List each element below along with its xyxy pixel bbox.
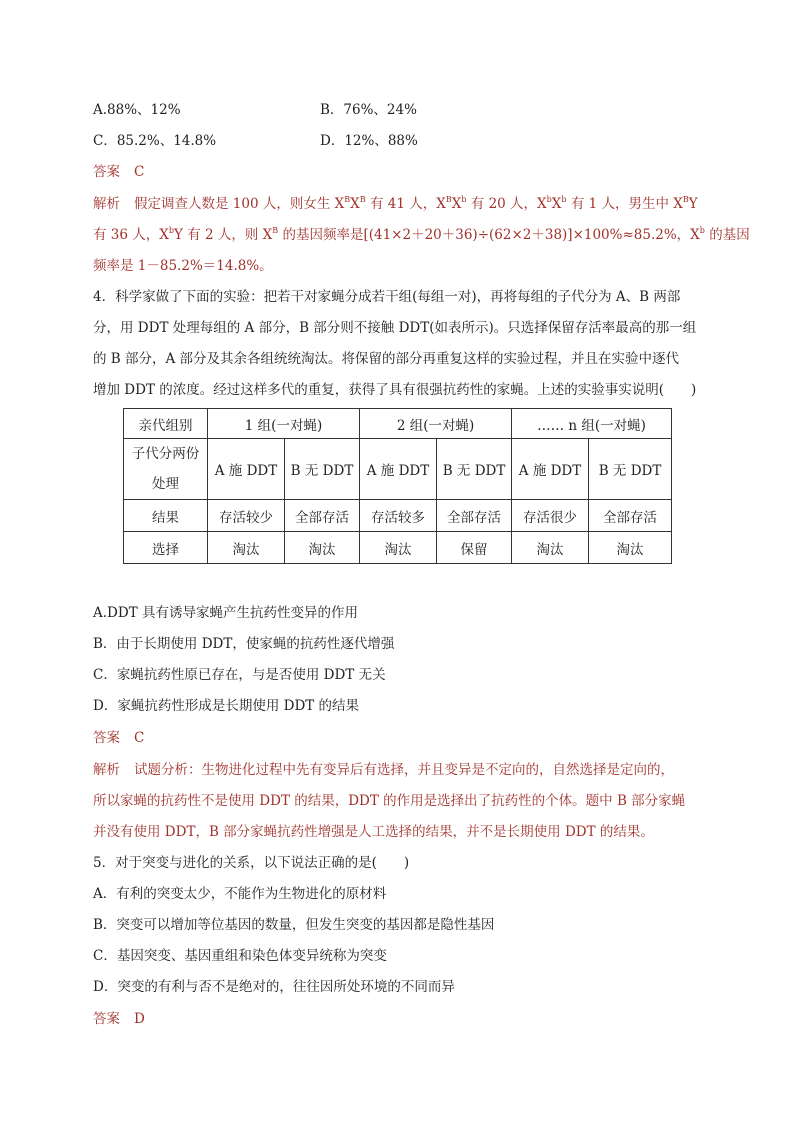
q3-option-c: C．85.2%、14.8%	[93, 133, 217, 149]
analysis-text: 试题分析：生物进化过程中先有变异后有选择，并且变异是不定向的，自然选择是定向的，	[134, 762, 674, 778]
analysis-text: Y	[688, 196, 698, 212]
q5-option-d: D．突变的有利与否不是绝对的，往往因所处环境的不同而异	[93, 979, 455, 995]
table-header-cell: 亲代组别	[124, 409, 208, 439]
table-cell: 淘汰	[589, 532, 672, 564]
q3-answer	[93, 162, 144, 182]
table-cell: B 无 DDT	[437, 439, 512, 500]
answer-label: 答案	[93, 1011, 120, 1027]
q3-options-row-2	[93, 131, 733, 151]
q4-analysis-line-1	[93, 760, 674, 780]
table-cell: A 施 DDT	[360, 439, 437, 500]
analysis-text: Y 有 2 人，则 X	[174, 227, 273, 243]
superscript: b	[461, 195, 467, 204]
q3-options-row-1	[93, 100, 733, 120]
q4-stem-line-2: 分，用 DDT 处理每组的 A 部分，B 部分则不接触 DDT(如表所示)。只选择保留存活率最高的那一组	[93, 320, 697, 336]
q4-stem-line-3: 的 B 部分，A 部分及其余各组统统淘汰。将保留的部分再重复这样的实验过程，并且在实验中逐代	[93, 351, 680, 367]
q4-option-d: D．家蝇抗药性形成是长期使用 DDT 的结果	[93, 698, 360, 714]
analysis-text: X	[451, 196, 462, 212]
analysis-text: 有 41 人，X	[365, 196, 446, 212]
row-label-line-2: 处理	[152, 476, 179, 492]
analysis-text: 有 36 人，X	[93, 227, 169, 243]
table-header-cell: 2 组(一对蝇)	[360, 409, 512, 439]
superscript: b	[561, 195, 567, 204]
q3-option-d: D．12%、88%	[320, 133, 418, 149]
answer-label: 答案	[93, 164, 120, 180]
table-cell: A 施 DDT	[208, 439, 285, 500]
q4-option-a: A.DDT 具有诱导家蝇产生抗药性变异的作用	[93, 605, 358, 621]
table-cell: 存活很少	[512, 500, 589, 532]
q4-option-b: B．由于长期使用 DDT，使家蝇的抗药性逐代增强	[93, 636, 395, 652]
table-cell: 淘汰	[208, 532, 285, 564]
q4-analysis-line-2: 所以家蝇的抗药性不是使用 DDT 的结果，DDT 的作用是选择出了抗药性的个体。题中 B 部分家蝇	[93, 793, 686, 809]
q4-analysis-line-3: 并没有使用 DDT，B 部分家蝇抗药性增强是人工选择的结果，并不是长期使用 DDT 的结果。	[93, 824, 654, 840]
table-header-cell: 1 组(一对蝇)	[208, 409, 360, 439]
q4-stem-line-1: 4．科学家做了下面的实验：把若干对家蝇分成若干组(每组一对)，再将每组的子代分为 A、B 两部	[93, 289, 681, 305]
q3-option-b: B．76%、24%	[320, 102, 417, 118]
analysis-text: 有 1 人，男生中 X	[566, 196, 683, 212]
q4-answer	[93, 728, 144, 748]
superscript: B	[682, 195, 689, 204]
analysis-text: X	[551, 196, 562, 212]
table-row-label: 选择	[124, 532, 208, 564]
table-cell: 存活较少	[208, 500, 285, 532]
table-cell: A 施 DDT	[512, 439, 589, 500]
analysis-text: 有 20 人，X	[466, 196, 547, 212]
q5-option-b: B．突变可以增加等位基因的数量，但发生突变的基因都是隐性基因	[93, 917, 495, 933]
table-row-label: 结果	[124, 500, 208, 532]
superscript: B	[344, 195, 351, 204]
table-cell: 全部存活	[589, 500, 672, 532]
analysis-text: 假定调查人数是 100 人，则女生 X	[134, 196, 345, 212]
q5-option-a: A．有利的突变太少，不能作为生物进化的原材料	[93, 886, 387, 902]
q3-analysis-line-1	[93, 194, 698, 214]
table-cell: 淘汰	[360, 532, 437, 564]
analysis-label: 解析	[93, 762, 120, 778]
answer-value: C	[134, 730, 145, 746]
q5-stem: 5．对于突变与进化的关系，以下说法正确的是( )	[93, 855, 410, 871]
superscript: B	[445, 195, 452, 204]
q5-answer	[93, 1009, 145, 1029]
table-cell: B 无 DDT	[285, 439, 360, 500]
table-cell: 保留	[437, 532, 512, 564]
answer-value: C	[134, 164, 145, 180]
answer-label: 答案	[93, 730, 120, 746]
table-header-cell: …… n 组(一对蝇)	[512, 409, 672, 439]
analysis-text: 频率是 1－85.2%＝14.8%。	[93, 258, 273, 274]
analysis-text: 的基因频率是[(41×2＋20＋36)÷(62×2＋38)]×100%≈85.2%，X	[278, 227, 700, 243]
q4-option-c: C．家蝇抗药性原已存在，与是否使用 DDT 无关	[93, 667, 386, 683]
table-row	[124, 532, 672, 564]
table-cell: 全部存活	[285, 500, 360, 532]
table-cell: 存活较多	[360, 500, 437, 532]
table-row	[124, 409, 672, 439]
superscript: b	[699, 226, 705, 235]
table-row	[124, 439, 672, 500]
q4-stem-line-4: 增加 DDT 的浓度。经过这样多代的重复，获得了具有很强抗药性的家蝇。上述的实验事实说明( )	[93, 382, 697, 398]
table-row-label	[124, 439, 208, 500]
table-cell: 淘汰	[512, 532, 589, 564]
superscript: B	[359, 195, 366, 204]
table-cell: B 无 DDT	[589, 439, 672, 500]
q3-option-a: A.88%、12%	[93, 102, 181, 118]
experiment-table	[123, 408, 672, 564]
superscript: b	[168, 226, 174, 235]
analysis-text: X	[350, 196, 360, 212]
q3-analysis-line-3	[93, 256, 273, 276]
row-label-line-1: 子代分两份	[131, 446, 200, 462]
analysis-label: 解析	[93, 196, 120, 212]
table-cell: 淘汰	[285, 532, 360, 564]
q3-analysis-line-2	[93, 225, 750, 245]
table-row	[124, 500, 672, 532]
q5-option-c: C．基因突变、基因重组和染色体变异统称为突变	[93, 948, 387, 964]
table-cell: 全部存活	[437, 500, 512, 532]
superscript: b	[546, 195, 552, 204]
superscript: B	[272, 226, 279, 235]
analysis-text: 的基因	[704, 227, 750, 243]
answer-value: D	[134, 1011, 145, 1027]
